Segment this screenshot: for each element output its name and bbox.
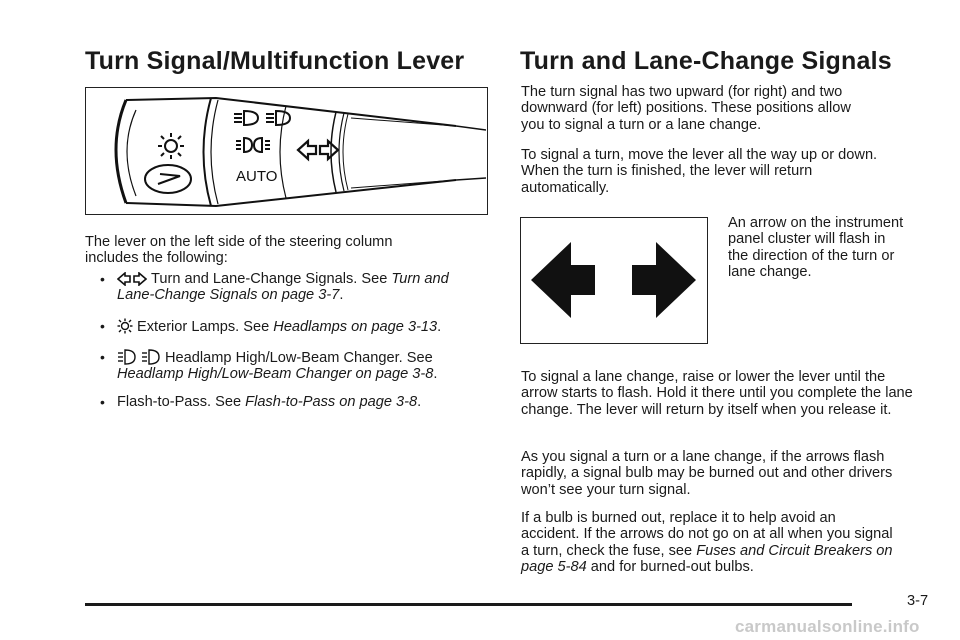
page-reference-link[interactable]: Flash-to-Pass on page 3-8 [245, 394, 418, 410]
bullet-text: Headlamp High/Low-Beam Changer. See [165, 350, 433, 366]
paragraph-bulb-burned-out [521, 510, 896, 576]
turn-arrows-large-icon [521, 218, 706, 342]
auto-label: AUTO [236, 168, 278, 185]
flash-button-icon [145, 165, 191, 193]
paragraph-text: If a bulb is burned out, replace it to help avoid an accident. If the arrows do not go on at all when you signal a turn, check the fuse, see [521, 510, 893, 559]
page-reference-link[interactable]: Turn and Lane-Change Signals on page 3-7 [117, 271, 449, 304]
watermark: carmanualsonline.info [735, 617, 920, 636]
parking-lamp-icon [236, 138, 270, 152]
lever-intro: The lever on the left side of the steering column includes the following: [85, 234, 393, 267]
bullet-text: Exterior Lamps. See [137, 319, 274, 335]
paragraph-signal-turn: To signal a turn, move the lever all the way up or down. When the turn is finished, the lever will return automatically. [521, 147, 878, 196]
page-reference-link[interactable]: Fuses and Circuit Breakers on page 5-84 [521, 542, 893, 576]
bullet-end: . [417, 394, 422, 410]
high-low-beam-icon [117, 349, 161, 365]
bullet-text: Flash-to-Pass. See [117, 394, 246, 410]
high-beam-icon [234, 111, 258, 125]
page-reference-link[interactable]: Headlamps on page 3-13 [273, 319, 438, 335]
page-reference-link[interactable]: Headlamp High/Low-Beam Changer on page 3-8 [117, 366, 434, 383]
paragraph-positions: The turn signal has two upward (for right) and two downward (for left) positions. These positions allow you to signal a turn or a lane change. [521, 84, 851, 133]
bullet-text: Turn and Lane-Change Signals. See [151, 271, 392, 287]
lever-illustration [85, 87, 488, 215]
section-heading-lever: Turn Signal/Multifunction Lever [85, 47, 465, 75]
arrow-side-note: An arrow on the instrument panel cluster will flash in the direction of the turn or lane change. [728, 215, 904, 281]
turn-arrows-icon [117, 272, 147, 286]
low-beam-icon [266, 111, 290, 125]
lever-drawing [86, 88, 486, 213]
bullet-end: . [339, 287, 344, 304]
section-heading-turn-signals: Turn and Lane-Change Signals [520, 47, 892, 75]
footer-rule [85, 603, 852, 606]
exterior-lamp-small-icon [117, 318, 133, 334]
turn-signal-arrows-icon [298, 141, 338, 159]
bullet-end: . [437, 319, 442, 335]
exterior-lamp-icon [158, 133, 184, 159]
arrow-indicator-figure [520, 217, 708, 344]
paragraph-rapid-flash: As you signal a turn or a lane change, if the arrows flash rapidly, a signal bulb may be burned out and other drivers won’t see your turn signal. [521, 449, 893, 498]
paragraph-end: and for burned-out bulbs. [586, 559, 754, 576]
bullet-end: . [433, 366, 438, 383]
paragraph-lane-change: To signal a lane change, raise or lower the lever until the arrow starts to flash. Hold it there until you complete the lane change. The lever will return by itself when you release it. [521, 369, 913, 418]
page-number: 3-7 [907, 593, 929, 609]
